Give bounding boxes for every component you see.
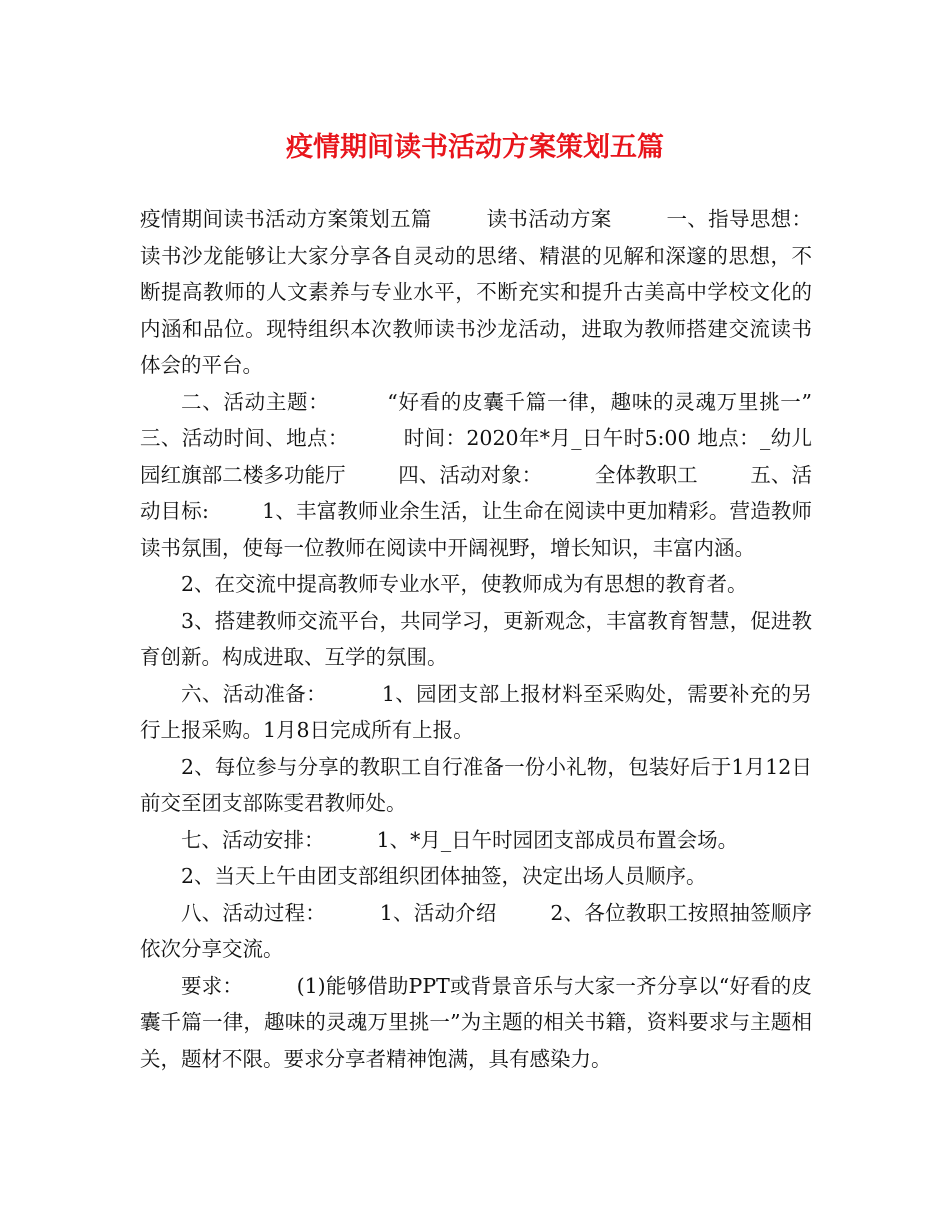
paragraph-preparation-1: 六、活动准备： 1、园团支部上报材料至采购处，需要补充的另行上报采购。1月8日完成所有上报。: [140, 681, 812, 742]
paragraph-process: 八、活动过程： 1、活动介绍 2、各位教职工按照抽签顺序依次分享交流。: [140, 900, 812, 961]
paragraph-arrangement-2: 2、当天上午由团支部组织团体抽签，决定出场人员顺序。: [181, 864, 707, 888]
paragraph-preparation-2: 2、每位参与分享的教职工自行准备一份小礼物，包装好后于1月12日前交至团支部陈雯君教师处。: [140, 754, 812, 815]
paragraph-target-3: 3、搭建教师交流平台，共同学习，更新观念，丰富教育智慧，促进教育创新。构成进取、互学的氛围。: [140, 608, 812, 669]
paragraph-target-2: 2、在交流中提高教师专业水平，使教师成为有思想的教育者。: [181, 572, 748, 596]
paragraph-intro: 疫情期间读书活动方案策划五篇 读书活动方案 一、指导思想： 读书沙龙能够让大家分享各自灵动的思绪、精湛的见解和深邃的思想，不断提高教师的人文素养与专业水平，不断充实和提升古美高中学校文化的内涵和品位。现特组织本次教师读书沙龙活动，进取为教师搭建交流读书体会的平台。: [140, 207, 865, 377]
paragraph-theme-time-target: 二、活动主题： “好看的皮囊千篇一律，趣味的灵魂万里挑一” 三、活动时间、地点： 时间：2020年*月_日午时5:00 地点：_幼儿园红旗部二楼多功能厅 四、活动对象： 全体教职工 五、活动目标: 1、丰富教师业余生活，让生命在阅读中更加精彩。营造教师读书氛围，使每一位教师在阅读中开阔视野，增长知识，丰富内涵。: [140, 389, 865, 560]
document-title: 疫情期间读书活动方案策划五篇: [286, 132, 664, 163]
paragraph-arrangement-1: 七、活动安排： 1、*月_日午时园团支部成员布置会场。: [181, 827, 739, 852]
document-body: [140, 201, 865, 1077]
paragraph-requirements: 要求： (1)能够借助PPT或背景音乐与大家一齐分享以“好看的皮囊千篇一律，趣味的灵魂万里挑一”为主题的相关书籍，资料要求与主题相关，题材不限。要求分享者精神饱满，具有感染力。: [140, 973, 812, 1071]
